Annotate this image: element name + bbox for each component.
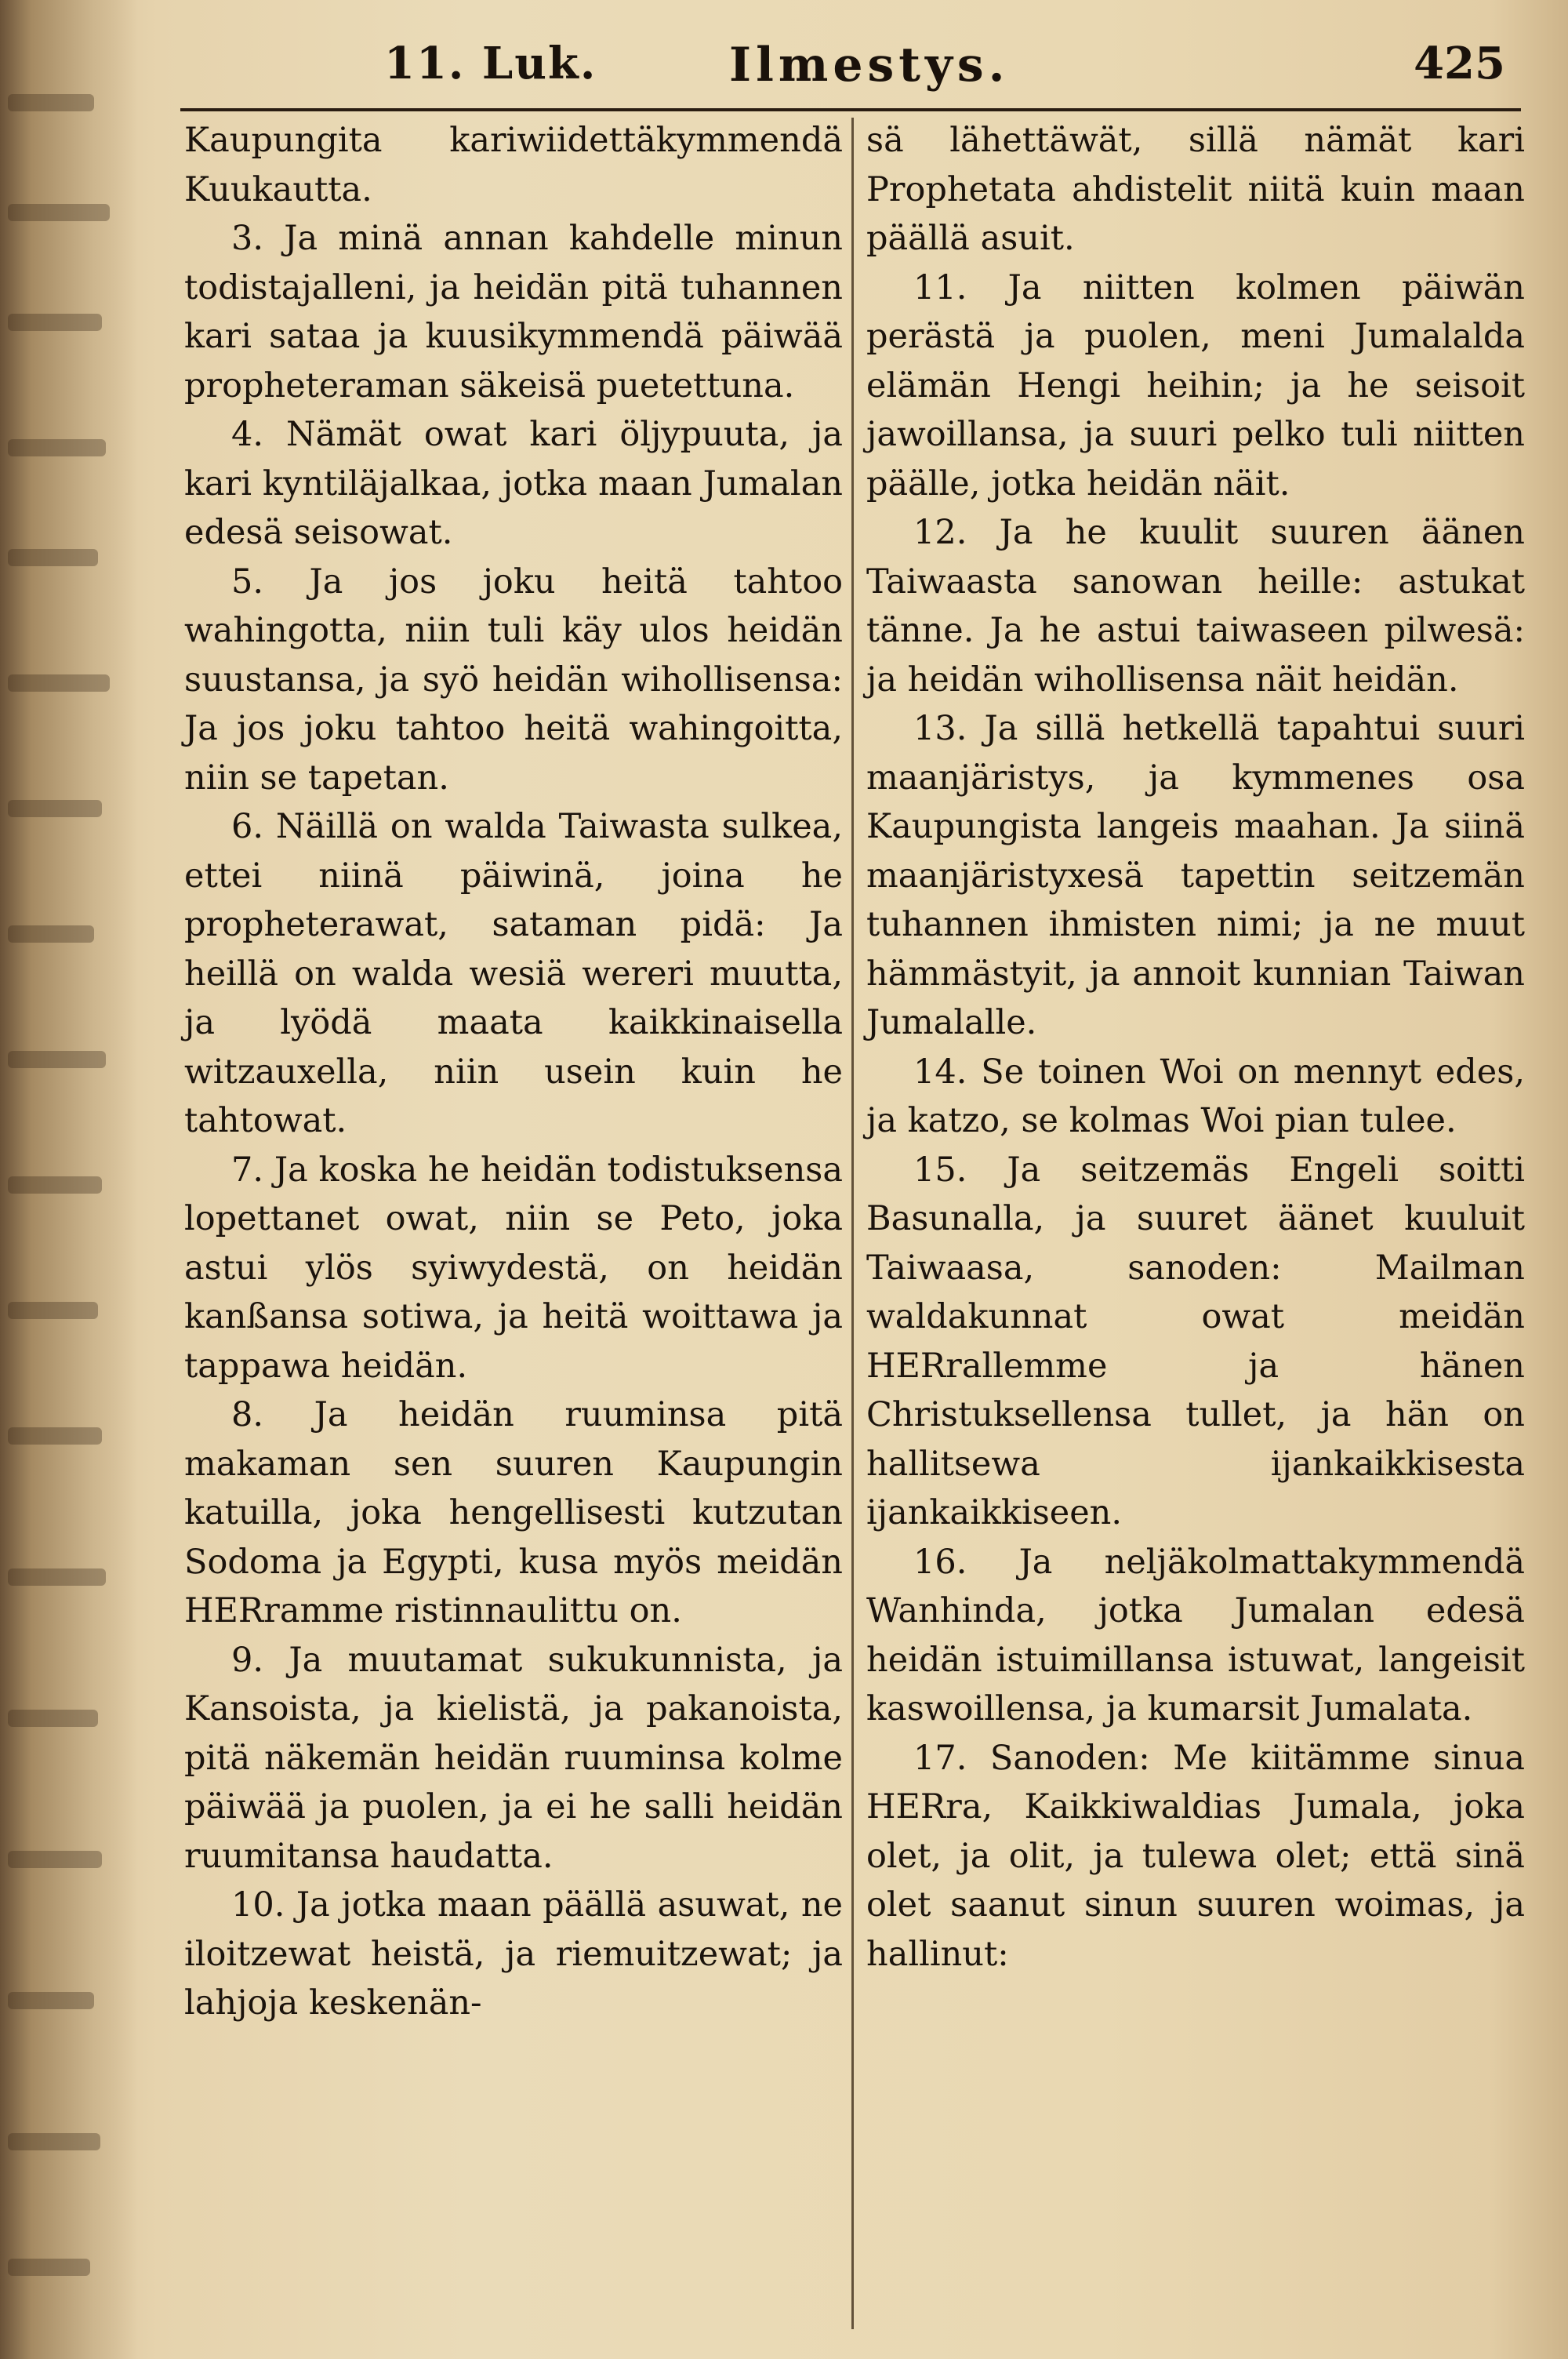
left-column (184, 116, 843, 2028)
verse-paragraph: 7. Ja koska he heidän todistuksensa lopettanet owat, niin se Peto, joka astui ylös syiwydestä, on heidän kanßansa sotiwa, ja heitä woittawa ja tappawa heidän. (184, 1150, 843, 1386)
bleed-text-line (8, 1568, 106, 1586)
bleed-text-line (8, 549, 98, 566)
verse-paragraph: 4. Nämät owat kari öljypuuta, ja kari kyntiläjalkaa, jotka maan Jumalan edesä seisowat. (184, 415, 843, 552)
bleed-text-line (8, 674, 110, 692)
verse-paragraph: 3. Ja minä annan kahdelle minun todistajalleni, ja heidän pitä tuhannen kari sataa ja kuusikymmendä päiwää propheteraman säkeisä puetettuna. (184, 219, 843, 405)
verse-paragraph: 9. Ja muutamat sukukunnista, ja Kansoista, ja kielistä, ja pakanoista, pitä näkemän heidän ruuminsa kolme päiwää ja puolen, ja ei he salli heidän ruumitansa haudatta. (184, 1640, 843, 1876)
bleed-text-line (8, 2133, 100, 2150)
page-number: 425 (1414, 38, 1505, 89)
bleed-text-line (8, 314, 102, 331)
chapter-label: 11. Luk. (384, 38, 597, 89)
bleed-text-line (8, 439, 106, 456)
bleed-text-line (8, 1302, 98, 1319)
verse-paragraph: 14. Se toinen Woi on mennyt edes, ja katzo, se kolmas Woi pian tulee. (866, 1052, 1525, 1140)
right-column (866, 116, 1525, 1979)
running-header (180, 38, 1521, 100)
bleed-text-line (8, 1427, 102, 1445)
column-divider (851, 118, 854, 2329)
verse-paragraph: Kaupungita kariwiidettäkymmendä Kuukautta. (184, 121, 843, 209)
verse-paragraph: 15. Ja seitzemäs Engeli soitti Basunalla, ja suuret äänet kuuluit Taiwaasa, sanoden: Mailman waldakunnat owat meidän HERrallemme ja hänen Christuksellensa tullet, ja hän on hallitsewa ijankaikkisesta ijankaikkiseen. (866, 1150, 1525, 1532)
book-title: Ilmestys. (729, 38, 1010, 93)
bleed-text-line (8, 1992, 94, 2009)
verse-paragraph: 13. Ja sillä hetkellä tapahtui suuri maanjäristys, ja kymmenes osa Kaupungista langeis maahan. Ja siinä maanjäristyxesä tapettin seitzemän tuhannen ihmisten nimi; ja ne muut hämmästyit, ja annoit kunnian Taiwan Jumalalle. (866, 709, 1525, 1042)
verse-paragraph: 8. Ja heidän ruuminsa pitä makaman sen suuren Kaupungin katuilla, joka hengellisesti kutzutan Sodoma ja Egypti, kusa myös meidän HERramme ristinnaulittu on. (184, 1395, 843, 1630)
verse-paragraph: sä lähettäwät, sillä nämät kari Prophetata ahdistelit niitä kuin maan päällä asuit. (866, 121, 1525, 258)
bleed-text-line (8, 925, 94, 943)
bleed-text-line (8, 1851, 102, 1868)
bleed-text-line (8, 1710, 98, 1727)
verse-paragraph: 10. Ja jotka maan päällä asuwat, ne iloitzewat heistä, ja riemuitzewat; ja lahjoja keskenän- (184, 1885, 843, 2023)
bleed-text-line (8, 1176, 102, 1194)
verse-paragraph: 5. Ja jos joku heitä tahtoo wahingotta, niin tuli käy ulos heidän suustansa, ja syö heidän wihollisensa: Ja jos joku tahtoo heitä wahingoitta, niin se tapetan. (184, 562, 843, 798)
bleed-text-line (8, 1051, 106, 1068)
bleed-text-line (8, 800, 102, 817)
header-rule (180, 108, 1521, 111)
verse-paragraph: 16. Ja neljäkolmattakymmendä Wanhinda, jotka Jumalan edesä heidän istuimillansa istuwat, langeisit kaswoillensa, ja kumarsit Jumalata. (866, 1542, 1525, 1728)
bleed-text-line (8, 2259, 90, 2276)
verse-paragraph: 6. Näillä on walda Taiwasta sulkea, ettei niinä päiwinä, joina he propheterawat, sataman pidä: Ja heillä on walda wesiä wereri muutta, ja lyödä maata kaikkinaisella witzauxella, niin usein kuin he tahtowat. (184, 807, 843, 1140)
bleed-text-line (8, 204, 110, 221)
verse-paragraph: 11. Ja niitten kolmen päiwän perästä ja puolen, meni Jumalalda elämän Hengi heihin; ja he seisoit jawoillansa, ja suuri pelko tuli niitten päälle, jotka heidän näit. (866, 267, 1525, 503)
previous-page-edge (0, 0, 137, 2359)
verse-paragraph: 17. Sanoden: Me kiitämme sinua HERra, Kaikkiwaldias Jumala, joka olet, ja olit, ja tulewa olet; että sinä olet saanut sinun suuren woimas, ja hallinut: (866, 1738, 1525, 1974)
bleed-text-line (8, 94, 94, 111)
verse-paragraph: 12. Ja he kuulit suuren äänen Taiwaasta sanowan heille: astukat tänne. Ja he astui taiwaseen pilwesä: ja heidän wihollisensa näit heidän. (866, 513, 1525, 700)
